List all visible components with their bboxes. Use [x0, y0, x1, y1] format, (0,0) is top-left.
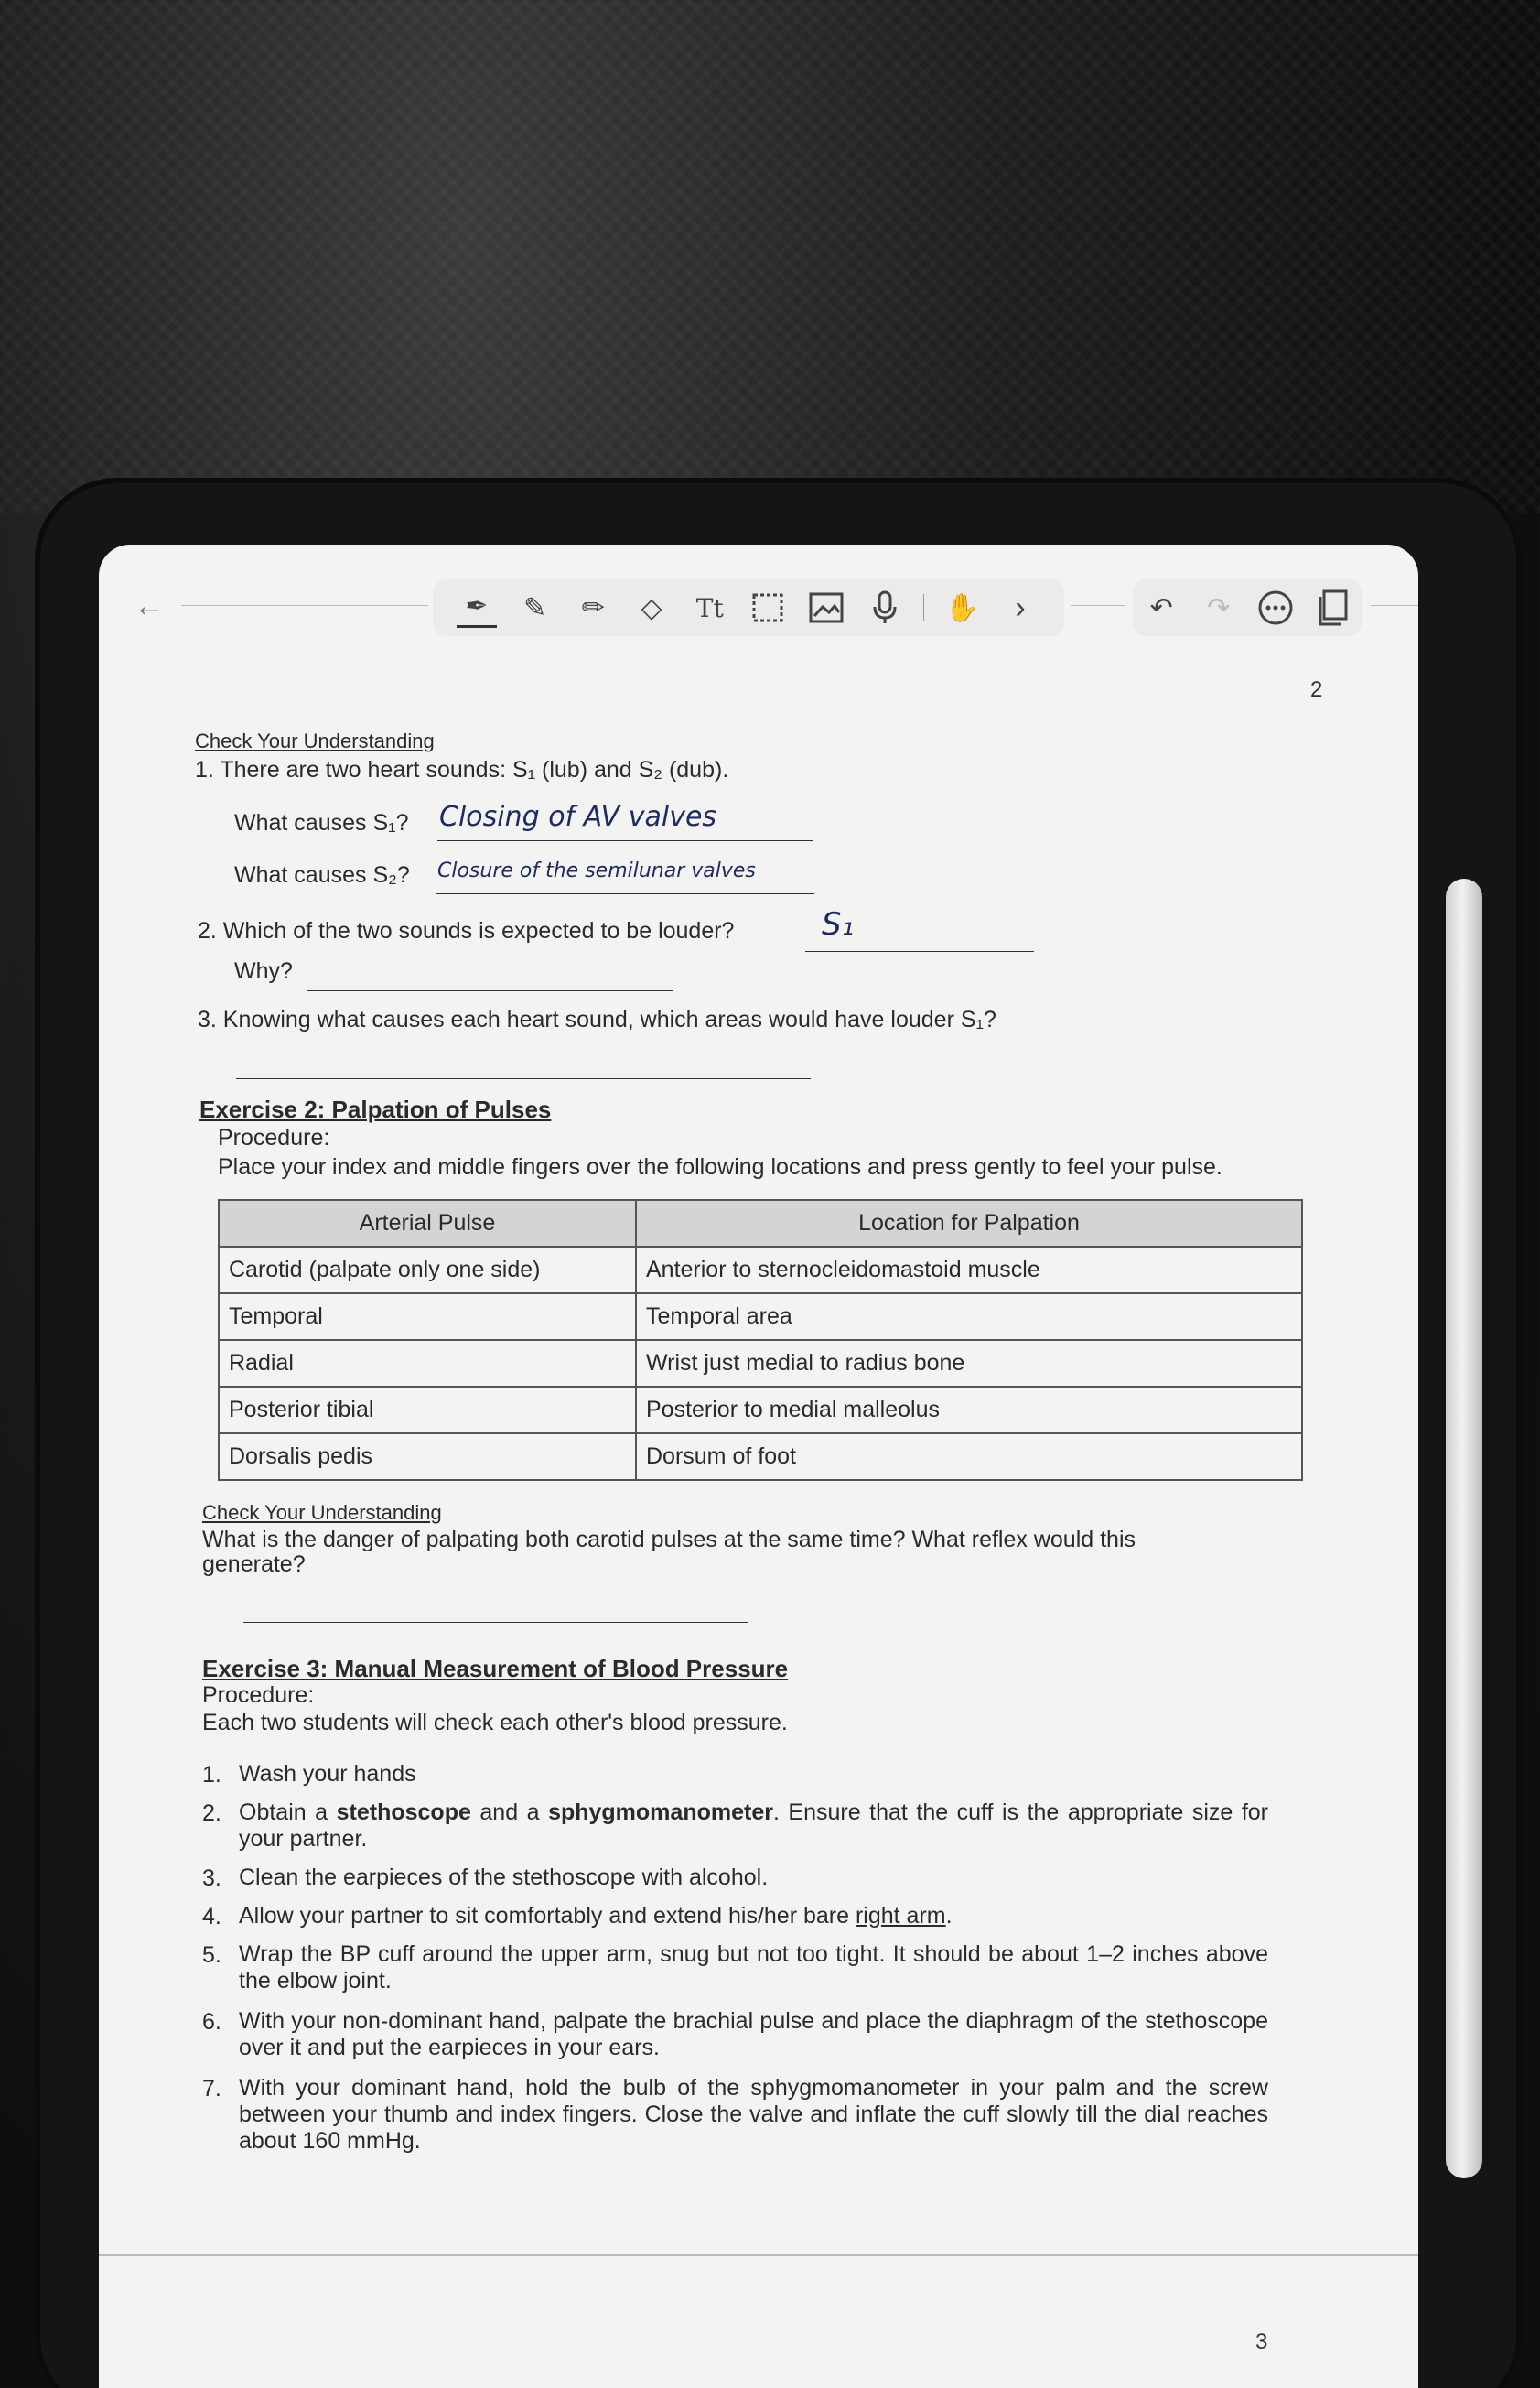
hand-draw-icon[interactable]: ✋ [944, 592, 979, 623]
question-1: 1. There are two heart sounds: S₁ (lub) and S₂ (dub). [195, 757, 729, 783]
stylus-pencil [1446, 879, 1482, 2178]
page-number-top: 2 [1310, 677, 1323, 702]
toolbar-separator [923, 594, 924, 621]
toolbar-divider-right [1371, 605, 1418, 606]
notes-app-screen [99, 545, 1418, 2388]
step-text: Clean the earpieces of the stethoscope with alcohol. [239, 1864, 769, 1890]
answer-2-line [805, 951, 1034, 952]
exercise-2-instruction: Place your index and middle fingers over the following locations and press gently to feel your pulse. [218, 1154, 1222, 1180]
answer-1a-handwritten[interactable]: Closing of AV valves [439, 801, 717, 833]
exercise-3-instruction: Each two students will check each other's blood pressure. [202, 1710, 788, 1735]
highlighter-icon[interactable]: ✏ [581, 592, 605, 623]
step-text: Obtain a stethoscope and a sphygmomanometer. Ensure that the cuff is the appropriate size for your partner. [239, 1799, 1269, 1852]
drawing-toolbar [433, 579, 1064, 636]
pulse-table [218, 1199, 1303, 1481]
table-header-arterial-pulse: Arterial Pulse [219, 1200, 636, 1247]
table-row [219, 1247, 1302, 1293]
answer-1b-line [436, 893, 814, 894]
table-row [219, 1340, 1302, 1387]
step-text: With your non-dominant hand, palpate the brachial pulse and place the diaphragm of the stethoscope over it and put the earpieces in your ears. [239, 2008, 1268, 2060]
step-text: Allow your partner to sit comfortably and extend his/her bare right arm. [239, 1903, 953, 1929]
cyu-title-1: Check Your Understanding [195, 729, 435, 752]
step-text: With your dominant hand, hold the bulb of the sphygmomanometer in your palm and the screw between your thumb and index fingers. Close the valve and inflate the cuff slowly till the dial reaches about 160 mmHg. [239, 2075, 1268, 2154]
redo-icon[interactable]: ↷ [1207, 592, 1231, 623]
more-icon[interactable] [1255, 588, 1296, 628]
question-2: 2. Which of the two sounds is expected to be louder? [198, 918, 735, 944]
step-number: 6. [202, 2009, 221, 2035]
answer-1a-line [437, 840, 813, 841]
table-row [219, 1387, 1302, 1433]
marker-icon[interactable]: ✎ [523, 592, 547, 623]
answer-1b-handwritten[interactable]: Closure of the semilunar valves [437, 859, 756, 882]
lasso-icon[interactable] [748, 588, 788, 628]
table-row [219, 1293, 1302, 1340]
back-arrow-icon[interactable]: ← [134, 589, 165, 623]
table-cell-pulse: Carotid (palpate only one side) [219, 1247, 636, 1293]
question-1a-label: What causes S₁? [234, 810, 409, 836]
question-1b-label: What causes S₂? [234, 862, 410, 888]
exercise-2-heading: Exercise 2: Palpation of Pulses [199, 1096, 552, 1123]
step-number: 7. [202, 2076, 221, 2102]
answer-2-handwritten[interactable]: S₁ [822, 906, 855, 943]
step-number: 2. [202, 1800, 221, 1826]
page-number-bottom: 3 [1255, 2329, 1268, 2354]
table-cell-location: Temporal area [636, 1293, 1302, 1340]
toolbar-divider-mid [1071, 605, 1125, 606]
text-icon[interactable]: Tt [695, 592, 724, 623]
table-cell-pulse: Temporal [219, 1293, 636, 1340]
question-3-answer-line [236, 1078, 811, 1079]
toolbar-divider-left [181, 605, 428, 606]
chevron-right-icon[interactable]: › [1015, 589, 1026, 625]
eraser-icon[interactable]: ◇ [641, 592, 662, 623]
table-header-row [219, 1200, 1302, 1247]
table-cell-pulse: Dorsalis pedis [219, 1433, 636, 1480]
table-cell-location: Dorsum of foot [636, 1433, 1302, 1480]
mic-icon[interactable] [865, 588, 905, 628]
step-number: 1. [202, 1762, 221, 1788]
step-number: 4. [202, 1904, 221, 1929]
cyu-2-answer-line [243, 1622, 748, 1623]
cyu-2-question-line-2: generate? [202, 1551, 306, 1577]
image-icon[interactable] [806, 588, 846, 628]
table-cell-location: Wrist just medial to radius bone [636, 1340, 1302, 1387]
undo-icon[interactable]: ↶ [1149, 592, 1173, 623]
table-header-location: Location for Palpation [636, 1200, 1302, 1247]
history-toolbar [1133, 579, 1362, 636]
cyu-2-question-line-1: What is the danger of palpating both carotid pulses at the same time? What reflex would this [202, 1527, 1136, 1552]
table-cell-pulse: Posterior tibial [219, 1387, 636, 1433]
pages-icon[interactable] [1313, 588, 1353, 628]
table-row [219, 1433, 1302, 1480]
step-number: 3. [202, 1865, 221, 1891]
exercise-2-procedure: Procedure: [218, 1125, 330, 1151]
table-cell-location: Posterior to medial malleolus [636, 1387, 1302, 1433]
step-text: Wrap the BP cuff around the upper arm, snug but not too tight. It should be about 1–2 inches above the elbow joint. [239, 1941, 1268, 1994]
page-break-line [99, 2254, 1418, 2256]
pen-icon[interactable]: ✒ [457, 588, 497, 628]
cyu-title-2: Check Your Understanding [202, 1501, 442, 1524]
table-cell-pulse: Radial [219, 1340, 636, 1387]
step-text: Wash your hands [239, 1761, 416, 1787]
background-fabric [0, 0, 1540, 513]
exercise-3-procedure: Procedure: [202, 1682, 315, 1708]
why-answer-line [307, 990, 673, 991]
table-cell-location: Anterior to sternocleidomastoid muscle [636, 1247, 1302, 1293]
exercise-3-heading: Exercise 3: Manual Measurement of Blood Pressure [202, 1655, 789, 1682]
step-number: 5. [202, 1942, 221, 1968]
question-2-why: Why? [234, 958, 293, 984]
question-3: 3. Knowing what causes each heart sound, which areas would have louder S₁? [198, 1007, 996, 1032]
